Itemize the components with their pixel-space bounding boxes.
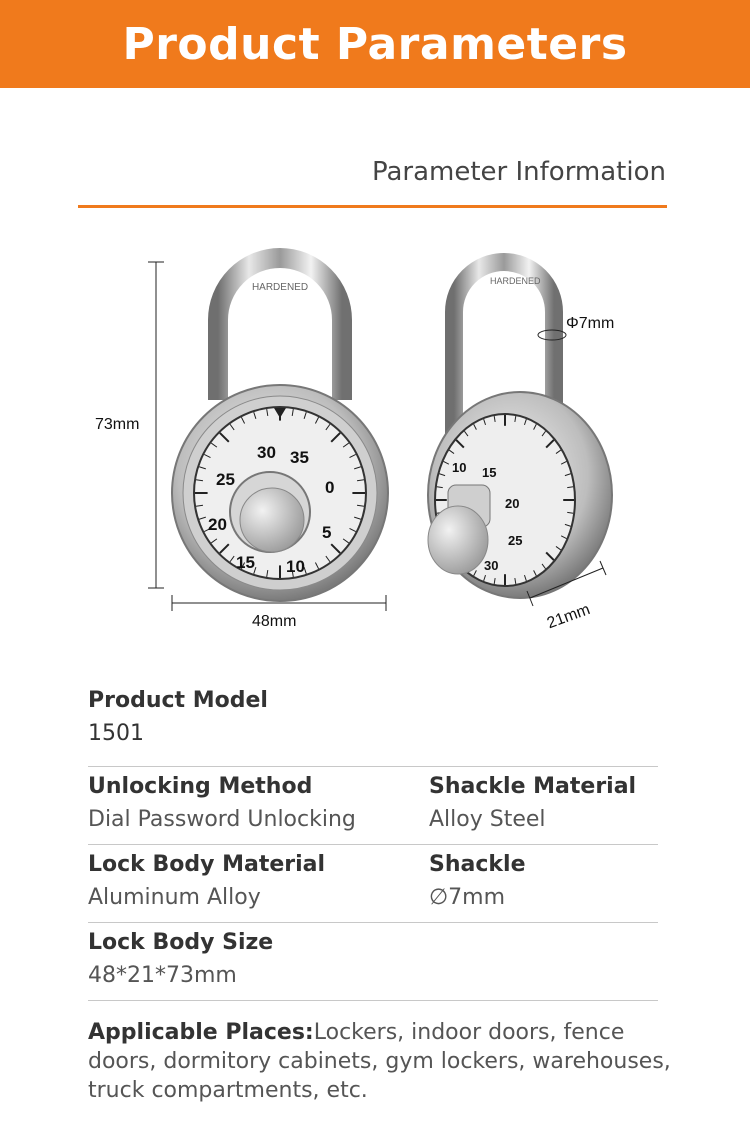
- spec-value: 1501: [88, 721, 144, 746]
- row-divider: [88, 844, 658, 845]
- applicable-places-text: Lockers, indoor doors, fence doors, dormitory cabinets, gym lockers, warehouses, truck compartments, etc.: [88, 1020, 671, 1103]
- spec-label: Lock Body Material: [88, 852, 326, 877]
- row-divider: [88, 1000, 658, 1001]
- spec-value: 48*21*73mm: [88, 963, 237, 988]
- front-dial-number: 20: [208, 515, 227, 534]
- front-dial-number: 15: [236, 553, 255, 572]
- side-dial-number: 15: [482, 465, 497, 480]
- side-dial-number: 20: [505, 496, 520, 511]
- front-knob: [240, 488, 304, 552]
- front-dial-number: 10: [286, 557, 305, 576]
- side-shackle-text: HARDENED: [490, 276, 541, 286]
- spec-product-model: [88, 688, 658, 746]
- spec-label: Lock Body Size: [88, 930, 274, 955]
- section-title: Parameter Information: [371, 157, 666, 187]
- spec-value: Alloy Steel: [429, 807, 546, 832]
- side-dial-number: 25: [508, 533, 523, 548]
- front-shackle: [218, 258, 342, 400]
- shackle-diameter-label: Φ7mm: [566, 315, 615, 332]
- spec-label: Shackle Material: [429, 774, 637, 799]
- side-dial-number: 30: [484, 558, 499, 573]
- spec-label: Unlocking Method: [88, 774, 313, 799]
- depth-dim-tick-right: [600, 561, 606, 575]
- spec-unlocking-method: [88, 774, 356, 832]
- front-dial-number: 5: [322, 523, 332, 542]
- spec-shackle: [429, 852, 526, 910]
- front-dial-number: 30: [257, 443, 276, 462]
- spec-row: [88, 930, 658, 1007]
- spec-value: Aluminum Alloy: [88, 885, 261, 910]
- spec-lock-body-material: [88, 852, 325, 910]
- row-divider: [88, 766, 658, 767]
- row-divider: [88, 922, 658, 923]
- spec-row: [88, 852, 658, 929]
- front-shackle-text: HARDENED: [251, 282, 309, 293]
- spec-label: Shackle: [429, 852, 526, 877]
- padlock-diagram: [0, 240, 750, 660]
- header-banner: [0, 0, 750, 88]
- width-label: 48mm: [252, 613, 297, 630]
- height-label: 73mm: [95, 416, 140, 433]
- side-padlock: [428, 262, 614, 632]
- front-dial-number: 25: [216, 470, 235, 489]
- spec-lock-body-size: [88, 930, 273, 988]
- applicable-places: [88, 1018, 688, 1105]
- spec-value: ∅7mm: [429, 885, 506, 910]
- front-padlock: [95, 258, 388, 630]
- spec-shackle-material: [429, 774, 636, 832]
- front-dial-number: 35: [290, 448, 309, 467]
- side-dial-number: 10: [452, 460, 467, 475]
- page-title: Product Parameters: [122, 18, 628, 70]
- front-dial-number: 0: [325, 478, 335, 497]
- spec-label: Product Model: [88, 688, 268, 713]
- side-knob: [428, 506, 488, 574]
- applicable-places-label: Applicable Places:: [88, 1020, 314, 1045]
- spec-value: Dial Password Unlocking: [88, 807, 356, 832]
- spec-row: [88, 774, 658, 851]
- depth-label: 21mm: [544, 601, 593, 633]
- section-divider: [78, 205, 667, 208]
